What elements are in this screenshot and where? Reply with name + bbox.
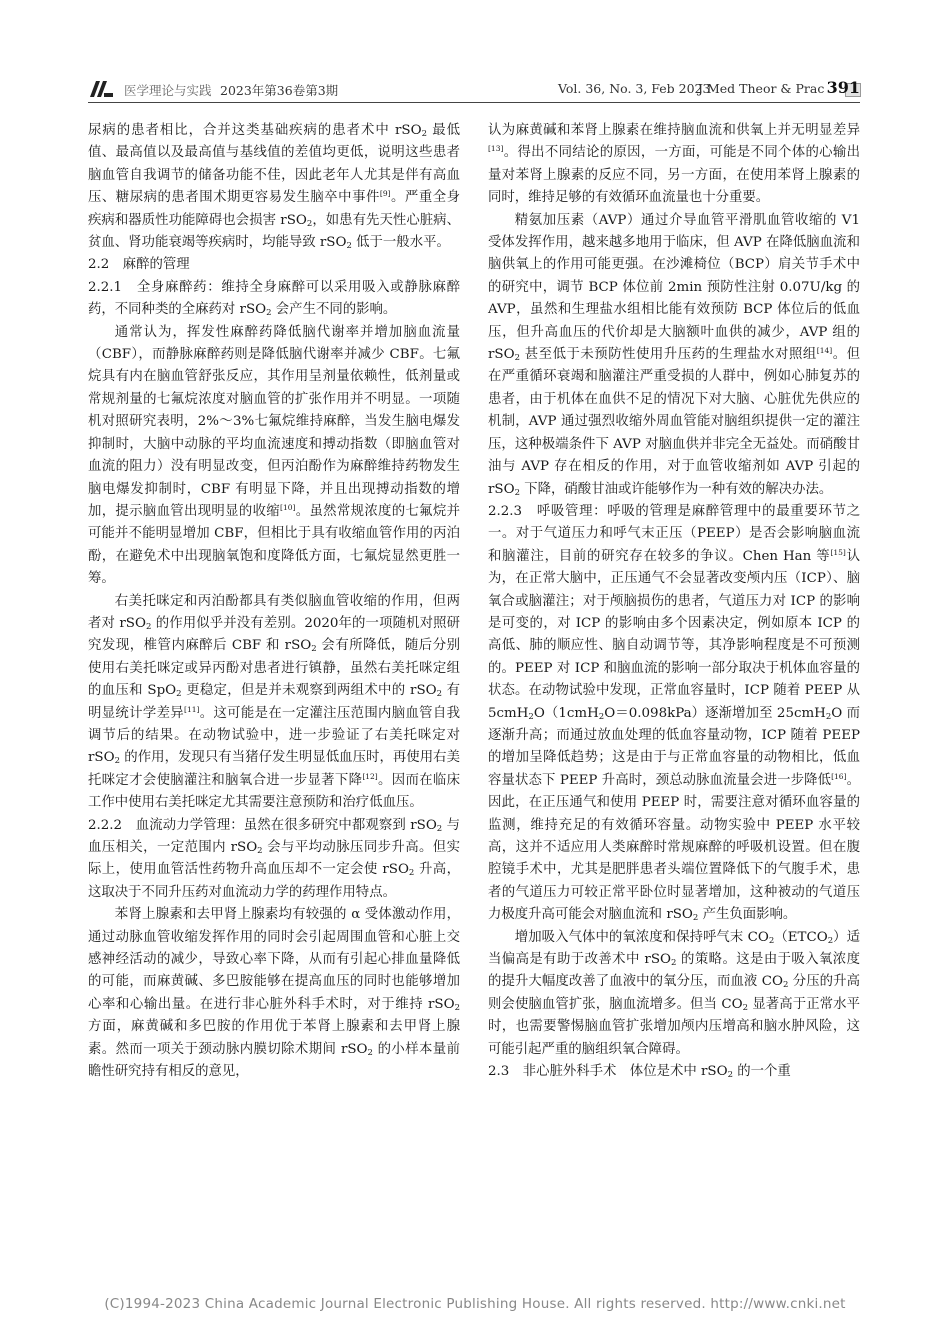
paragraph: 2.2.1 全身麻醉药：维持全身麻醉可以采用吸入或静脉麻醉药，不同种类的全麻药对 rSO$_2$ 会产生不同的影响。: [88, 279, 460, 319]
page-number: 391: [826, 78, 860, 97]
left-column: [88, 120, 460, 1083]
issue-info: 2023年第36卷第3期: [220, 83, 339, 98]
volume-info: Vol. 36, No. 3, Feb 2023: [558, 81, 711, 96]
paragraph: 2.2.2 血流动力学管理：虽然在很多研究中都观察到 rSO$_2$ 与血压相关，一定范围内 rSO$_2$ 会与平均动脉压同步升高。但实际上，使用血管活性药物升高血压却不一定会使 rSO$_2$ 升高，这取决于不同升压药对血流动力学的药理作用特点。: [88, 817, 460, 900]
paragraph: 2.3 非心脏外科手术 体位是术中 rSO$_2$ 的一个重: [488, 1064, 791, 1081]
paragraph: 精氨加压素（AVP）通过介导血管平滑肌血管收缩的 V1 受体发挥作用，越来越多地用于临床，但 AVP 在降低脑血流和脑供氧上的作用可能更强。在沙滩椅位（BCP）肩关节手术中的研究中，调节 BCP 体位前 2min 预防性注射 0.07U/kg 的 AVP，虽然和生理盐水组相比能有效预防 BCP 体位后的低血压，但升高血压的代价却是大脑额叶血供的减少，AVP 组的 rSO$_2$ 甚至低于未预防性使用升压药的生理盐水对照组[14]。但在严重循环衰竭和脑灌注严重受损的人群中，例如心肺复苏的患者，由于机体在血供不足的情况下对大脑、心脏优先供应的机制，AVP 通过强烈收缩外周血管能对脑组织提供一定的灌注压，这种极端条件下 AVP 对脑血供并非完全无益处。而硝酸甘油与 AVP 存在相反的作用，对于血管收缩剂如 AVP 引起的 rSO$_2$ 下降，硝酸甘油或许能够作为一种有效的解决办法。: [488, 212, 860, 498]
journal-name: 医学理论与实践: [124, 83, 212, 98]
section-heading: 2.2 麻醉的管理: [88, 257, 190, 273]
paragraph: 尿病的患者相比，合并这类基础疾病的患者术中 rSO$_2$ 最低值、最高值以及最高值与基线值的差值均更低，说明这些患者脑血管自我调节的储备功能不佳，因此老年人尤其是伴有高血压、糖尿病的患者围术期更容易发生脑卒中事件[9]。严重全身疾病和器质性功能障碍也会损害 rSO$_2$，如患有先天性心脏病、贫血、肾功能衰竭等疾病时，均能导致 rSO$_2$ 低于一般水平。: [88, 123, 461, 252]
paragraph: 右美托咪定和丙泊酚都具有类似脑血管收缩的作用，但两者对 rSO$_2$ 的作用似乎并没有差别。2020年的一项随机对照研究发现，椎管内麻醉后 CBF 和 rSO$_2$ 会有所降低，随后分别使用右美托咪定或异丙酚对患者进行镇静，虽然右美托咪定组的血压和 SpO$_2$ 更稳定，但是并未观察到两组术中的 rSO$_2$ 有明显统计学差异[11]。这可能是在一定灌注压范围内脑血管自我调节后的结果。在动物试验中，进一步验证了右美托咪定对 rSO$_2$ 的作用，发现只有当猪仔发生明显低血压时，再使用右美托咪定才会使脑灌注和脑氧合进一步显著下降[12]。因而在临床工作中使用右美托咪定尤其需要注意预防和治疗低血压。: [88, 593, 461, 811]
header-rule: [88, 102, 860, 103]
paragraph: 增加吸入气体中的氧浓度和保持呼气末 $CO_2(ETCO_2)$适当偏高是有助于改善术中 rSO$_2$ 的策略。这是由于吸入氧浓度的提升大幅度改善了血液中的氧分压，而血液 $CO_2$ 分压的升高则会使脑血管扩张，脑血流增多。但当 $CO_2$ 显著高于正常水平时，也需要警惕脑血管扩张增加颅内压增高和脑水肿风险，这可能引起严重的脑组织氧合障碍。: [488, 929, 861, 1057]
right-column: [488, 120, 860, 1083]
journal-abbreviation: J Med Theor & Prac: [698, 81, 825, 96]
running-header: [88, 80, 860, 100]
paragraph: 通常认为，挥发性麻醉药降低脑代谢率并增加脑血流量（CBF），而静脉麻醉药则是降低脑代谢率并减少 CBF。七氟烷具有内在脑血管舒张反应，其作用呈剂量依赖性，低剂量或常规剂量的七氟烷浓度对脑血管的扩张作用并不明显。一项随机对照研究表明，2%～3%七氟烷维持麻醉，当发生脑电爆发抑制时，大脑中动脉的平均血流速度和搏动指数（即脑血管对血流的阻力）没有明显改变，但丙泊酚作为麻醉维持药物发生脑电爆发抑制时，CBF 有明显下降，并且出现搏动指数的增加，提示脑血管出现明显的收缩[10]。虽然常规浓度的七氟烷并可能并不能明显增加 CBF，但相比于具有收缩血管作用的丙泊酚，在避免术中出现脑氧饱和度降低方面，七氟烷显然更胜一筹。: [88, 324, 461, 587]
paragraph: 认为麻黄碱和苯肾上腺素在维持脑血流和供氧上并无明显差异[13]。得出不同结论的原因，一方面，可能是不同个体的心输出量对苯肾上腺素的反应不同，另一方面，在使用苯肾上腺素的同时，维持足够的有效循环血流量也十分重要。: [488, 123, 860, 206]
paragraph: 2.2.3 呼吸管理：呼吸的管理是麻醉管理中的最重要环节之一。对于气道压力和呼气末正压（PEEP）是否会影响脑血流和脑灌注，目前的研究存在较多的争议。Chen Han 等[15]认为，在正常大脑中，正压通气不会显著改变颅内压（ICP）、脑氧合或脑灌注；对于颅脑损伤的患者，气道压力对 ICP 的影响是可变的，对 ICP 的影响由多个因素决定，例如原本 ICP 的高低、肺的顺应性、脑自动调节等，其净影响程度是不可预测的。PEEP 对 ICP 和脑血流的影响一部分取决于机体血容量的状态。在动物试验中发现，正常血容量时，ICP 随着 PEEP 从 5cmH$_2$O（1cmH$_2$O＝0.098kPa）逐渐增加至 25cmH$_2$O 而逐渐升高；而通过放血处理的低血容量动物，ICP 随着 PEEP 的增加呈降低趋势；这是由于与正常血容量的动物相比，低血容量状态下 PEEP 升高时，颈总动脉血流量会进一步降低[16]。因此，在正压通气和使用 PEEP 时，需要注意对循环血容量的监测，维持充足的有效循环容量。动物实验中 PEEP 水平较高，这并不适应用人类麻醉时常规麻醉的呼吸机设置。但在腹腔镜手术中，尤其是肥胖患者头端位置降低下的气腹手术，患者的气道压力可较正常平卧位时显著增加，这种被动的气道压力极度升高可能会对脑血流和 rSO$_2$ 产生负面影响。: [488, 503, 861, 924]
copyright-footer: (C)1994-2023 China Academic Journal Electronic Publishing House. All rights reserved. http://www.cnki.net: [104, 1296, 846, 1312]
paragraph: 苯肾上腺素和去甲肾上腺素均有较强的 α 受体激动作用，通过动脉血管收缩发挥作用的同时会引起周围血管和心脏上交感神经活动的减少，导致心率下降，从而有引起心排血量降低的可能，而麻黄碱、多巴胺能够在提高血压的同时也能够增加心率和心输出量。在进行非心脏外科手术时，对于维持 rSO$_2$ 方面，麻黄碱和多巴胺的作用优于苯肾上腺素和去甲肾上腺素。然而一项关于颈动脉内膜切除术期间 rSO$_2$ 的小样本量前瞻性研究持有相反的意见，: [88, 907, 460, 1080]
journal-logo-icon: [88, 80, 114, 98]
